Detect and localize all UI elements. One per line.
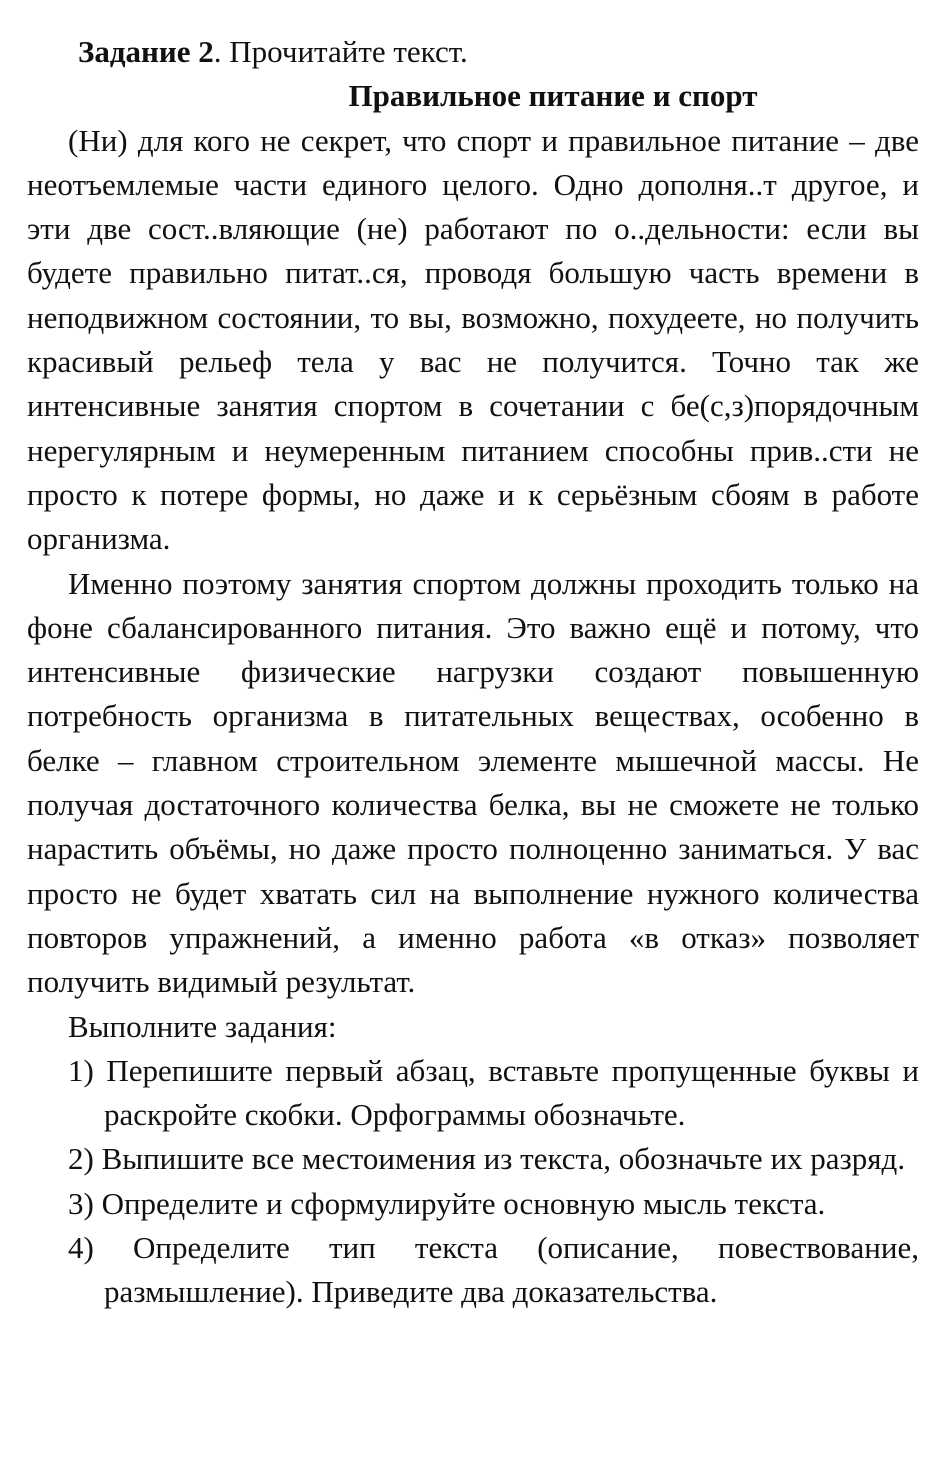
task-item-3 xyxy=(68,1182,919,1226)
task-list xyxy=(27,1049,919,1315)
document-page xyxy=(27,30,919,1315)
task-header xyxy=(27,30,919,74)
task-item-4 xyxy=(68,1226,919,1315)
task-number: 4) xyxy=(68,1230,94,1266)
text-title: Правильное питание и спорт xyxy=(348,78,758,114)
task-item-2 xyxy=(68,1137,919,1181)
task-text: Перепишите первый абзац, вставьте пропущенные буквы и раскройте скобки. Орфограммы обозначьте. xyxy=(104,1052,920,1133)
task-text: Определите и сформулируйте основную мысль текста. xyxy=(101,1185,826,1221)
task-text: Определите тип текста (описание, повествование, размышление). Приведите два доказательства. xyxy=(104,1230,919,1310)
task-text: Выпишите все местоимения из текста, обозначьте их разряд. xyxy=(101,1141,906,1177)
instructions-heading: Выполните задания: xyxy=(68,1008,337,1044)
task-number: 3) xyxy=(68,1185,94,1221)
task-number: 1) xyxy=(68,1052,94,1088)
task-label: Задание 2 xyxy=(78,34,214,69)
task-header-rest: . Прочитайте текст. xyxy=(213,34,468,69)
paragraph-2: Именно поэтому занятия спортом должны проходить только на фоне сбалансированного питания. Это важно ещё и потому, что интенсивные физические нагрузки создают повышенную потребность организма в питательных веществах, особенно в белке – главном строительном элементе мышечной массы. Не получая достаточного количества белка, вы не сможете не только нарастить объёмы, но даже просто полноценно заниматься. У вас просто не будет хватать сил на выполнение нужного количества повторов упражнений, а именно работа «в отказ» позволяет получить видимый результат. xyxy=(27,565,919,1000)
task-number: 2) xyxy=(68,1141,94,1177)
task-item-1 xyxy=(68,1049,919,1138)
paragraph-1: (Ни) для кого не секрет, что спорт и правильное питание – две неотъемлемые части единого целого. Одно дополня..т другое, и эти две сост..вляющие (не) работают по о..дельности: если вы будете правильно питат..ся, проводя большую часть времени в неподвижном состоянии, то вы, возможно, похудеете, но получить красивый рельеф тела у вас не получится. Точно так же интенсивные занятия спортом в сочетании с бе(с,з)порядочным нерегулярным и неумеренным питанием способны прив..сти не просто к потере формы, но даже и к серьёзным сбоям в работе организма. xyxy=(27,122,919,557)
